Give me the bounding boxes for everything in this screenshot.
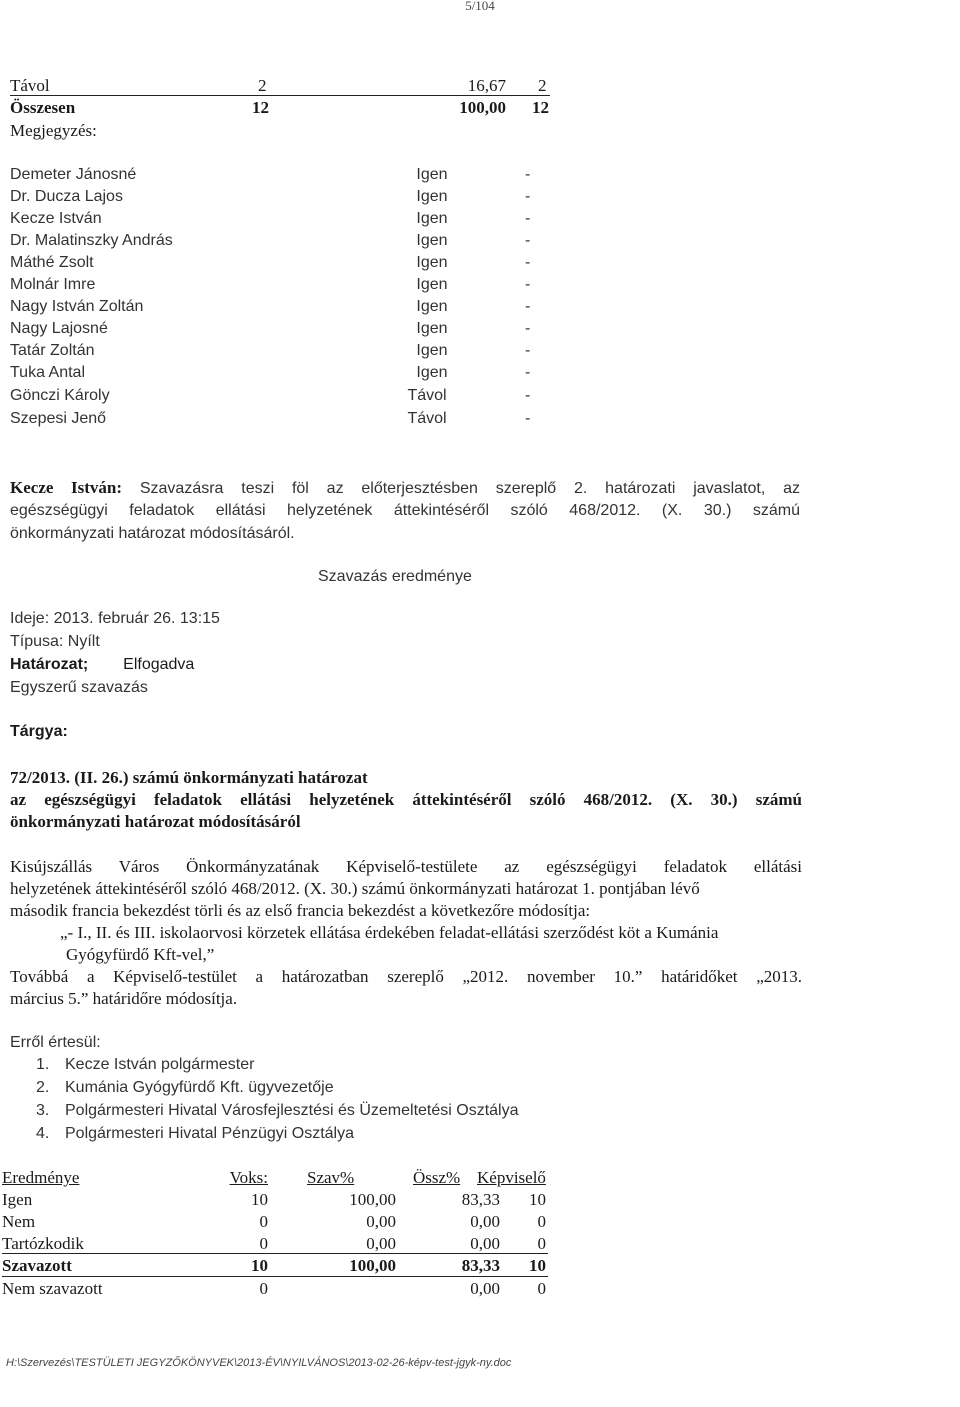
table-cell: 100,00 (349, 1256, 396, 1275)
table-cell-label: Tartózkodik (2, 1234, 84, 1253)
member-note: - (525, 166, 531, 183)
member-name: Dr. Ducza Lajos (10, 188, 123, 205)
summary-count-absent: 2 (258, 76, 267, 95)
table-cell-label: Nem (2, 1212, 36, 1231)
table-cell: 0 (259, 1212, 268, 1231)
proposal-speaker: Kecze István: (10, 478, 123, 497)
table-header: Szav% (307, 1168, 355, 1187)
table-cell: 100,00 (349, 1190, 396, 1209)
remarks-label: Megjegyzés: (10, 121, 97, 140)
resolution-further-1: Továbbá a Képviselő-testület a határozatban szereplő „2012. november 10.” határidőket „2013. (10, 967, 802, 986)
member-note: - (525, 298, 531, 315)
table-cell-label: Igen (2, 1190, 33, 1209)
member-note: - (525, 320, 531, 337)
member-note: - (525, 232, 531, 249)
member-vote: Igen (416, 188, 448, 205)
vote-type: Típusa: Nyílt (10, 633, 100, 650)
page-number: 5/104 (465, 0, 495, 13)
notify-label: Erről értesül: (10, 1034, 101, 1051)
member-vote: Igen (416, 232, 448, 249)
summary-label-total: Összesen (10, 98, 76, 117)
member-note: - (525, 210, 531, 227)
member-name: Demeter Jánosné (10, 166, 137, 183)
table-cell: 0 (259, 1279, 268, 1298)
notify-item: Kumánia Gyógyfürdő Kft. ügyvezetője (65, 1079, 334, 1096)
summary-label-absent: Távol (10, 76, 50, 95)
member-name: Tatár Zoltán (10, 342, 95, 359)
vote-time: Ideje: 2013. február 26. 13:15 (10, 610, 220, 627)
summary-count-total: 12 (252, 98, 269, 117)
summary-count2-total: 12 (532, 98, 549, 117)
table-cell: 0 (537, 1279, 546, 1298)
summary-percent-absent: 16,67 (467, 76, 506, 95)
resolution-body-2: helyzetének áttekintéséről szóló 468/2012. (X. 30.) számú önkormányzati határozat 1. pontjában lévő (10, 879, 700, 898)
table-cell: 83,33 (461, 1190, 500, 1209)
decision-label: Határozat; (10, 656, 89, 673)
notify-num: 3. (36, 1102, 50, 1119)
proposal-line-1 (10, 478, 800, 498)
table-header: Képviselő (477, 1168, 546, 1187)
table-cell: 10 (529, 1190, 546, 1209)
member-vote: Igen (416, 320, 448, 337)
member-vote: Igen (416, 276, 448, 293)
notify-num: 4. (36, 1125, 50, 1142)
member-note: - (525, 276, 531, 293)
table-cell: 10 (529, 1256, 546, 1275)
member-name: Tuka Antal (10, 364, 86, 381)
member-note: - (525, 364, 531, 381)
resolution-title-1: az egészségügyi feladatok ellátási helyzetének áttekintéséről szóló 468/2012. (X. 30.) számú (10, 790, 802, 809)
member-name: Nagy Lajosné (10, 320, 108, 337)
table-divider (2, 1253, 548, 1254)
resolution-further-2: március 5.” határidőre módosítja. (10, 989, 238, 1008)
member-vote: Igen (416, 210, 448, 227)
table-cell: 0 (537, 1212, 546, 1231)
table-cell: 0 (259, 1234, 268, 1253)
table-header: Össz% (413, 1168, 461, 1187)
member-name: Szepesi Jenő (10, 410, 107, 427)
member-vote: Igen (416, 254, 448, 271)
table-cell: 0,00 (470, 1234, 500, 1253)
notify-num: 2. (36, 1079, 50, 1096)
member-note: - (525, 254, 531, 271)
notify-item: Polgármesteri Hivatal Pénzügyi Osztálya (65, 1125, 355, 1142)
summary-count2-absent: 2 (538, 76, 547, 95)
member-vote: Igen (416, 166, 448, 183)
subject-label: Tárgya: (10, 723, 68, 740)
member-name: Máthé Zsolt (10, 254, 94, 271)
member-name: Molnár Imre (10, 276, 96, 293)
table-header: Eredménye (2, 1168, 80, 1187)
member-vote: Igen (416, 364, 448, 381)
resolution-quote-1: „- I., II. és III. iskolaorvosi körzetek ellátása érdekében feladat-ellátási szerződést köt a Kumánia (60, 923, 719, 942)
member-vote: Igen (416, 342, 448, 359)
table-cell: 10 (251, 1256, 268, 1275)
decision-value: Elfogadva (123, 656, 195, 673)
member-note: - (525, 387, 531, 404)
table-cell-label: Nem szavazott (2, 1279, 103, 1298)
resolution-title-2: önkormányzati határozat módosításáról (10, 812, 301, 831)
proposal-line-2: egészségügyi feladatok ellátási helyzetének áttekintéséről szóló 468/2012. (X. 30.) számú (10, 502, 800, 519)
table-cell: 0 (537, 1234, 546, 1253)
table-divider (2, 1276, 548, 1277)
resolution-body-3: második francia bekezdést törli és az első francia bekezdést a következőre módosítja: (10, 901, 591, 920)
member-note: - (525, 342, 531, 359)
voting-kind: Egyszerű szavazás (10, 679, 148, 696)
table-cell-label: Szavazott (2, 1256, 72, 1275)
table-cell: 83,33 (461, 1256, 500, 1275)
member-name: Gönczi Károly (10, 387, 110, 404)
member-name: Nagy István Zoltán (10, 298, 144, 315)
proposal-text-1: Szavazásra teszi föl az előterjesztésben szereplő 2. határozati javaslatot, az (139, 480, 800, 497)
vote-decision (10, 656, 194, 674)
summary-percent-total: 100,00 (459, 98, 506, 117)
table-cell: 10 (251, 1190, 268, 1209)
notify-item: Polgármesteri Hivatal Városfejlesztési és Üzemeltetési Osztálya (65, 1102, 519, 1119)
notify-num: 1. (36, 1056, 50, 1073)
table-cell: 0,00 (470, 1212, 500, 1231)
member-note: - (525, 410, 531, 427)
proposal-line-3: önkormányzati határozat módosításáról. (10, 525, 295, 542)
table-cell: 0,00 (366, 1212, 396, 1231)
member-name: Kecze István (10, 210, 102, 227)
resolution-number: 72/2013. (II. 26.) számú önkormányzati határozat (10, 768, 368, 787)
vote-result-title: Szavazás eredménye (318, 568, 472, 585)
resolution-quote-2: Gyógyfürdő Kft-vel,” (66, 945, 215, 964)
footer-file-path: H:\Szervezés\TESTÜLETI JEGYZŐKÖNYVEK\2013-ÉV\NYILVÁNOS\2013-02-26-képv-test-jgyk-ny.doc (6, 1357, 512, 1369)
resolution-body-1: Kisújszállás Város Önkormányzatának Képviselő-testülete az egészségügyi feladatok ellátási (10, 857, 802, 876)
member-note: - (525, 188, 531, 205)
member-vote: Távol (407, 387, 447, 404)
table-cell: 0,00 (470, 1279, 500, 1298)
notify-item: Kecze István polgármester (65, 1056, 255, 1073)
member-vote: Távol (407, 410, 447, 427)
table-header: Voks: (229, 1168, 268, 1187)
member-vote: Igen (416, 298, 448, 315)
member-name: Dr. Malatinszky András (10, 232, 173, 249)
table-cell: 0,00 (366, 1234, 396, 1253)
